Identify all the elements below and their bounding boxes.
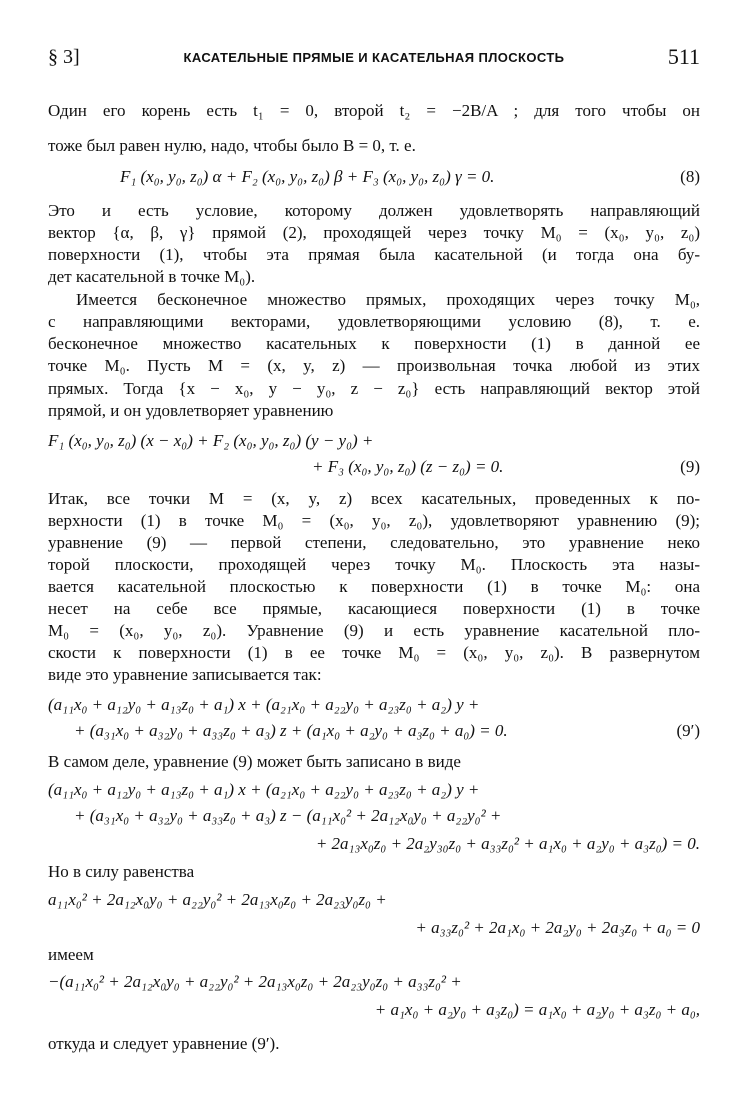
equation-text: + F₃ (x₀, y₀, z₀) (z − z₀) = 0. (312, 457, 504, 476)
page-number: 511 (667, 44, 700, 69)
equation-9prime-line1: (a₁₁x₀ + a₁₂y₀ + a₁₃z₀ + a₁) x + (a₂₁x₀ + a₂₂y₀ + a₂₃z₀ + a₂) y + (48, 695, 480, 714)
text-line: Имеется бесконечное множество прямых, проходящих через точку M₀, (76, 290, 700, 309)
section-ref: § 3] (48, 46, 80, 68)
text-line: откуда и следует уравнение (9′). (48, 1034, 280, 1053)
text-line: Это и есть условие, которому должен удовлетворять направляющий (48, 201, 700, 220)
equation-result-line2: + a₁x₀ + a₂y₀ + a₃z₀) = a₁x₀ + a₂y₀ + a₃z₀ + a₀, (374, 1000, 700, 1019)
text-line: дет касательной в точке M₀). (48, 267, 256, 286)
equation-number: (9) (680, 457, 700, 476)
equation-9prime-line2 (48, 720, 700, 742)
text-line: с направляющими векторами, удовлетворяющими условию (8), т. е. (48, 312, 700, 331)
text-line: прямых. Тогда {x − x₀, y − y₀, z − z₀} есть направляющий вектор этой (48, 379, 700, 398)
text-line: несет на себе все прямые, касающиеся поверхности (1) в точке (48, 599, 700, 618)
running-title: КАСАТЕЛЬНЫЕ ПРЯМЫЕ И КАСАТЕЛЬНАЯ ПЛОСКОСТЬ (183, 50, 565, 65)
equation-9-line2 (48, 456, 700, 478)
text-line: M₀ = (x₀, y₀, z₀). Уравнение (9) и есть уравнение касательной пло- (48, 621, 700, 640)
equation-number: (8) (680, 167, 700, 186)
text-line: Один его корень есть t₁ = 0, второй t₂ = −2B/A ; для того чтобы он (48, 101, 700, 120)
text-line: имеем (48, 945, 94, 964)
equation-number: (9′) (676, 721, 700, 740)
equation-8 (48, 166, 700, 188)
equation-identity-line1: a₁₁x₀² + 2a₁₂x₀y₀ + a₂₂y₀² + 2a₁₃x₀z₀ + 2a₂₃y₀z₀ + (48, 890, 387, 909)
text-line: уравнение (9) — первой степени, следовательно, это уравнение неко (48, 533, 700, 552)
text-line: прямой, и он удовлетворяет уравнению (48, 401, 334, 420)
text-line: вектор {α, β, γ} прямой (2), проходящей через точку M₀ = (x₀, y₀, z₀) (48, 223, 700, 242)
text-line: бесконечное множество касательных к поверхности (1) в данной ее (48, 334, 700, 353)
equation-expanded-line1: (a₁₁x₀ + a₁₂y₀ + a₁₃z₀ + a₁) x + (a₂₁x₀ + a₂₂y₀ + a₂₃z₀ + a₂) y + (48, 780, 480, 799)
text-line: В самом деле, уравнение (9) может быть записано в виде (48, 752, 461, 771)
text-line: верхности (1) в точке M₀ = (x₀, y₀, z₀), удовлетворяют уравнению (9); (48, 511, 700, 530)
text-line: вается касательной плоскостью к поверхности (1) в точке M₀: она (48, 577, 700, 596)
equation-expanded-line2: + (a₃₁x₀ + a₃₂y₀ + a₃₃z₀ + a₃) z − (a₁₁x₀² + 2a₁₂x₀y₀ + a₂₂y₀² + (74, 806, 502, 825)
equation-text: F₁ (x₀, y₀, z₀) α + F₂ (x₀, y₀, z₀) β + F₃ (x₀, y₀, z₀) γ = 0. (120, 167, 495, 186)
equation-identity-line2: + a₃₃z₀² + 2a₁x₀ + 2a₂y₀ + 2a₃z₀ + a₀ = 0 (415, 918, 700, 937)
text-line: Но в силу равенства (48, 862, 195, 881)
text-line: виде это уравнение записывается так: (48, 665, 322, 684)
text-line: тоже был равен нулю, надо, чтобы было B = 0, т. е. (48, 136, 416, 155)
text-line: точке M₀. Пусть M = (x, y, z) — произвольная точка любой из этих (48, 356, 700, 375)
text-line: торой плоскости, проходящей через точку M₀. Плоскость эта назы- (48, 555, 700, 574)
equation-text: + (a₃₁x₀ + a₃₂y₀ + a₃₃z₀ + a₃) z + (a₁x₀ + a₂y₀ + a₃z₀ + a₀) = 0. (74, 721, 508, 740)
equation-result-line1: −(a₁₁x₀² + 2a₁₂x₀y₀ + a₂₂y₀² + 2a₁₃x₀z₀ + 2a₂₃y₀z₀ + a₃₃z₀² + (48, 972, 462, 991)
equation-expanded-line3: + 2a₁₃x₀z₀ + 2a₂y₃₀z₀ + a₃₃z₀² + a₁x₀ + a₂y₀ + a₃z₀) = 0. (315, 834, 700, 853)
equation-9-line1: F₁ (x₀, y₀, z₀) (x − x₀) + F₂ (x₀, y₀, z₀) (y − y₀) + (48, 431, 374, 450)
text-line: поверхности (1), чтобы эта прямая была касательной (и тогда она бу- (48, 245, 700, 264)
text-line: скости к поверхности (1) в ее точке M₀ = (x₀, y₀, z₀). В развернутом (48, 643, 700, 662)
text-line: Итак, все точки M = (x, y, z) всех касательных, проведенных к по- (48, 489, 700, 508)
